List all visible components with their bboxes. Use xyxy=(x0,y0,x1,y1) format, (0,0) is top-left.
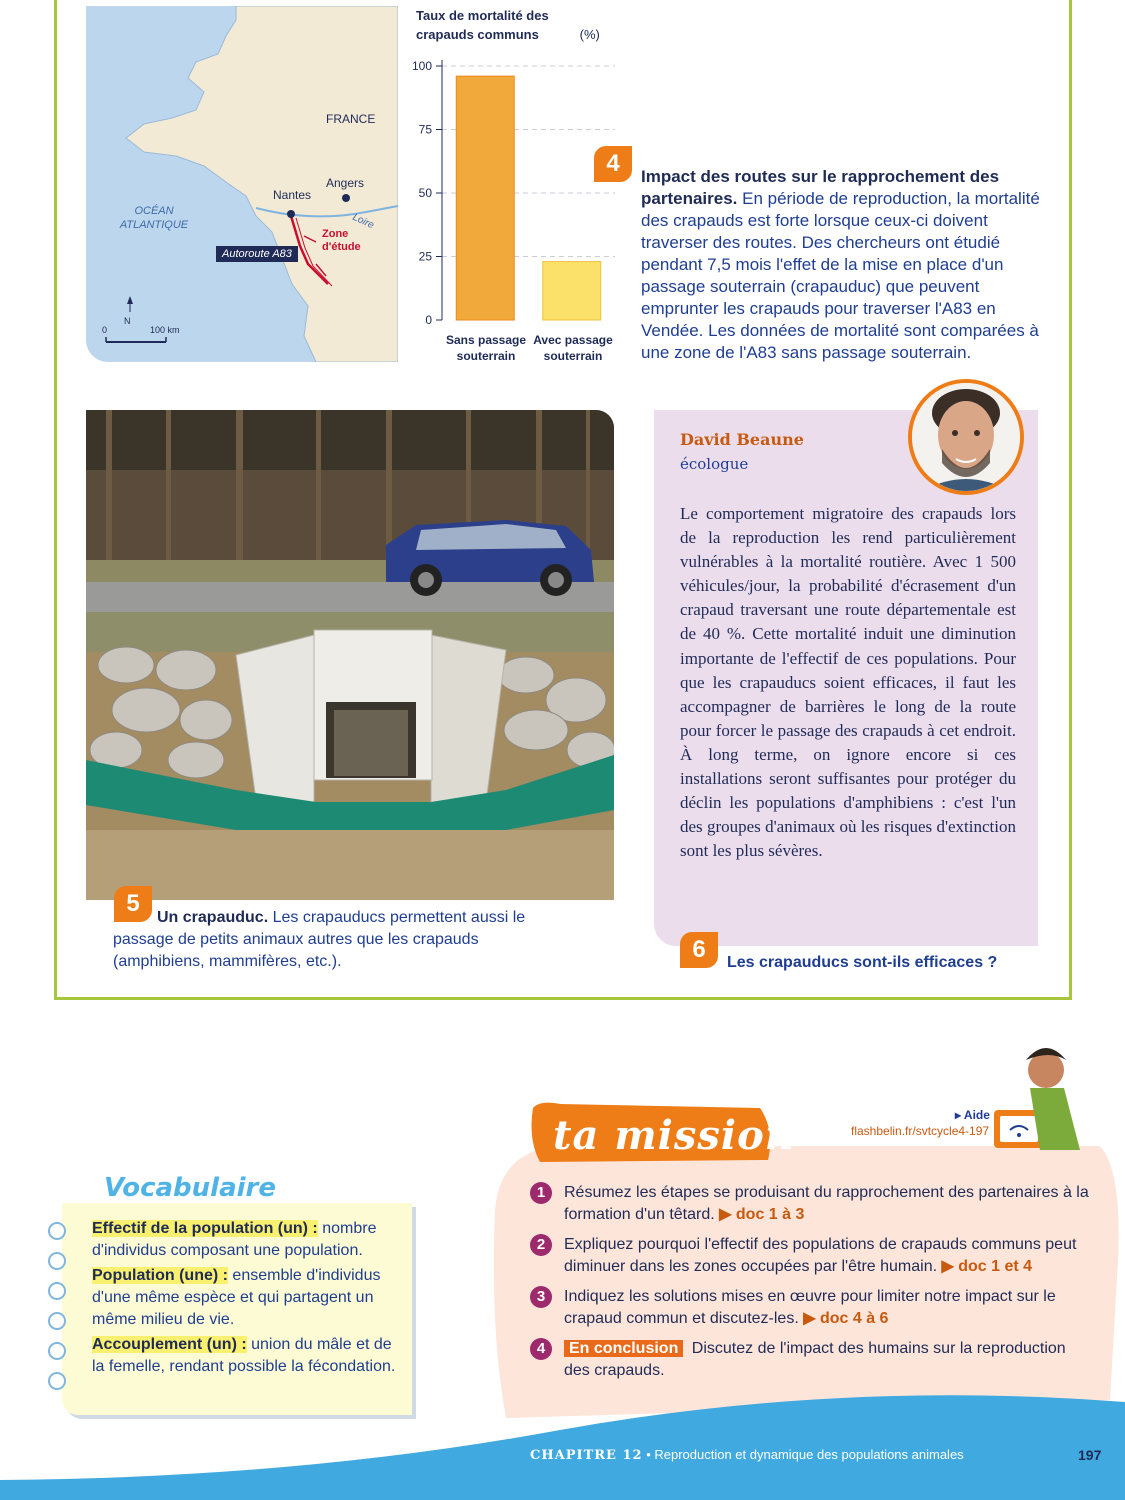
vocab-term: Effectif de la population (un) : xyxy=(92,1220,318,1237)
doc-badge-6: 6 xyxy=(680,932,718,968)
doc-badge-4: 4 xyxy=(594,146,632,182)
scale-end: 100 km xyxy=(150,325,180,335)
doc5-body: Les crapauducs permettent aussi le passage de petits animaux autres que les crapauds (amphibiens, mammifères, etc.). xyxy=(113,909,526,970)
map-label-country: FRANCE xyxy=(326,112,376,126)
map-label-angers: Angers xyxy=(326,176,365,190)
mission-item-3 xyxy=(530,1286,1090,1330)
doc-reference: ▶ doc 1 à 3 xyxy=(719,1206,805,1223)
aide-label[interactable]: ▸ Aide xyxy=(955,1108,990,1122)
chart-unit: (%) xyxy=(579,27,600,42)
doc-reference: ▶ doc 4 à 6 xyxy=(803,1310,889,1327)
person-role: écologue xyxy=(680,455,749,473)
y-tick-label: 75 xyxy=(418,122,432,137)
ring-icon xyxy=(48,1342,66,1360)
doc6-caption: Les crapauducs sont-ils efficaces ? xyxy=(727,954,998,971)
map-label-loire: Loire xyxy=(350,211,376,232)
vocabulary-list xyxy=(92,1218,404,1378)
page-number: 197 xyxy=(1078,1447,1102,1463)
ring-icon xyxy=(48,1222,66,1240)
chapter-label: CHAPITRE 12 xyxy=(530,1448,643,1463)
vocab-term: Population (une) : xyxy=(92,1267,228,1284)
conclusion-label: En conclusion xyxy=(564,1340,683,1357)
mission-number: 1 xyxy=(530,1182,552,1204)
mission-item-2 xyxy=(530,1234,1090,1278)
aide-link[interactable]: flashbelin.fr/svtcycle4-197 xyxy=(851,1124,990,1138)
y-tick-label: 0 xyxy=(425,313,432,327)
mission-number: 2 xyxy=(530,1234,552,1256)
vocab-definition: ensemble d'individus d'une même espèce et qui partagent un même milieu de vie. xyxy=(92,1267,381,1328)
y-tick-label: 100 xyxy=(411,59,432,73)
doc-badge-5: 5 xyxy=(114,886,152,922)
doc4-title: Impact des routes sur le rapprochement des partenaires. xyxy=(641,167,1000,208)
doc5-title: Un crapauduc. xyxy=(157,909,269,926)
map-label-road: Autoroute A83 xyxy=(216,246,298,262)
north-arrow-label: N xyxy=(124,316,131,326)
y-tick-label: 25 xyxy=(418,249,432,264)
vocab-entry xyxy=(92,1218,404,1262)
ring-icon xyxy=(48,1252,66,1270)
map-label-zone: Zone d'étude xyxy=(322,228,361,253)
footer-separator: • xyxy=(642,1447,655,1462)
doc4-body: En période de reproduction, la mortalité des crapauds est forte lorsque ceux-ci doivent traverser des routes. Des chercheurs ont étudié pendant 7,5 mois l'effet de la mise en place d'un passage souterrain (crapauduc) que peuvent emprunter les crapauds pour traverser l'A83 en Vendée. Les données de mortalité sont comparées à une zone de l'A83 sans passage souterrain. xyxy=(641,189,1040,362)
x-category-line: souterrain xyxy=(543,349,603,363)
mission-number: 4 xyxy=(530,1338,552,1360)
ring-icon xyxy=(48,1282,66,1300)
vocab-definition: nombre d'individus composant une population. xyxy=(92,1220,377,1259)
y-tick-label: 50 xyxy=(418,186,432,200)
mission-text: Résumez les étapes se produisant du rapprochement des partenaires à la formation d'un têtard. xyxy=(564,1184,1089,1223)
map-label-ocean: OCÉAN ATLANTIQUE xyxy=(119,205,189,231)
vocabulary-title: Vocabulaire xyxy=(104,1173,276,1203)
x-category-line: Sans passage xyxy=(445,333,527,347)
ring-icon xyxy=(48,1372,66,1390)
page-footer xyxy=(530,1447,964,1463)
mission-text: Discutez de l'impact des humains sur la reproduction des crapauds. xyxy=(564,1340,1066,1379)
x-category-line: Avec passage xyxy=(533,333,613,347)
doc-reference: ▶ doc 1 et 4 xyxy=(941,1258,1033,1275)
ring-icon xyxy=(48,1312,66,1330)
vocab-entry xyxy=(92,1334,404,1378)
mission-item-4 xyxy=(530,1338,1090,1382)
mission-item-1 xyxy=(530,1182,1090,1226)
vocab-definition: union du mâle et de la femelle, rendant possible la fécondation. xyxy=(92,1336,396,1375)
mission-number: 3 xyxy=(530,1286,552,1308)
mission-title: ta mission xyxy=(553,1112,795,1159)
person-name: David Beaune xyxy=(680,430,804,449)
mission-text: Indiquez les solutions mises en œuvre pour limiter notre impact sur le crapaud commun et discutez-les. xyxy=(564,1288,1056,1327)
map-label-nantes: Nantes xyxy=(273,188,312,202)
vocab-entry xyxy=(92,1265,404,1331)
x-category-line: souterrain xyxy=(456,349,516,363)
mission-list xyxy=(530,1182,1090,1390)
scale-start: 0 xyxy=(102,325,108,335)
vocab-term: Accouplement (un) : xyxy=(92,1336,247,1353)
chart-title-text: Taux de mortalité des crapauds communs xyxy=(416,8,549,42)
chapter-title: Reproduction et dynamique des populations animales xyxy=(654,1447,964,1462)
interview-quote: Le comportement migratoire des crapauds lors de la reproduction les rend particulièrement vulnérables à la mortalité routière. Avec 1 500 véhicules/jour, la probabilité d'écrasement d'un crapaud traversant une route départementale est de 40 %. Cette mortalité induit une diminution importante de l'effectif de ces populations. Pour que les crapauducs soient efficaces, il faut les accompagner de barrières le long de la route pour forcer le passage des crapauds à cet endroit. À long terme, on ignore encore si ces installations seront suffisantes pour protéger du déclin les populations d'amphibiens : c'est l'un des groupes d'animaux où les risques d'extinction sont les plus sévères. xyxy=(680,504,1016,861)
mission-text: Expliquez pourquoi l'effectif des populations de crapauds communs peut diminuer dans les zones occupées par l'être humain. xyxy=(564,1236,1077,1275)
